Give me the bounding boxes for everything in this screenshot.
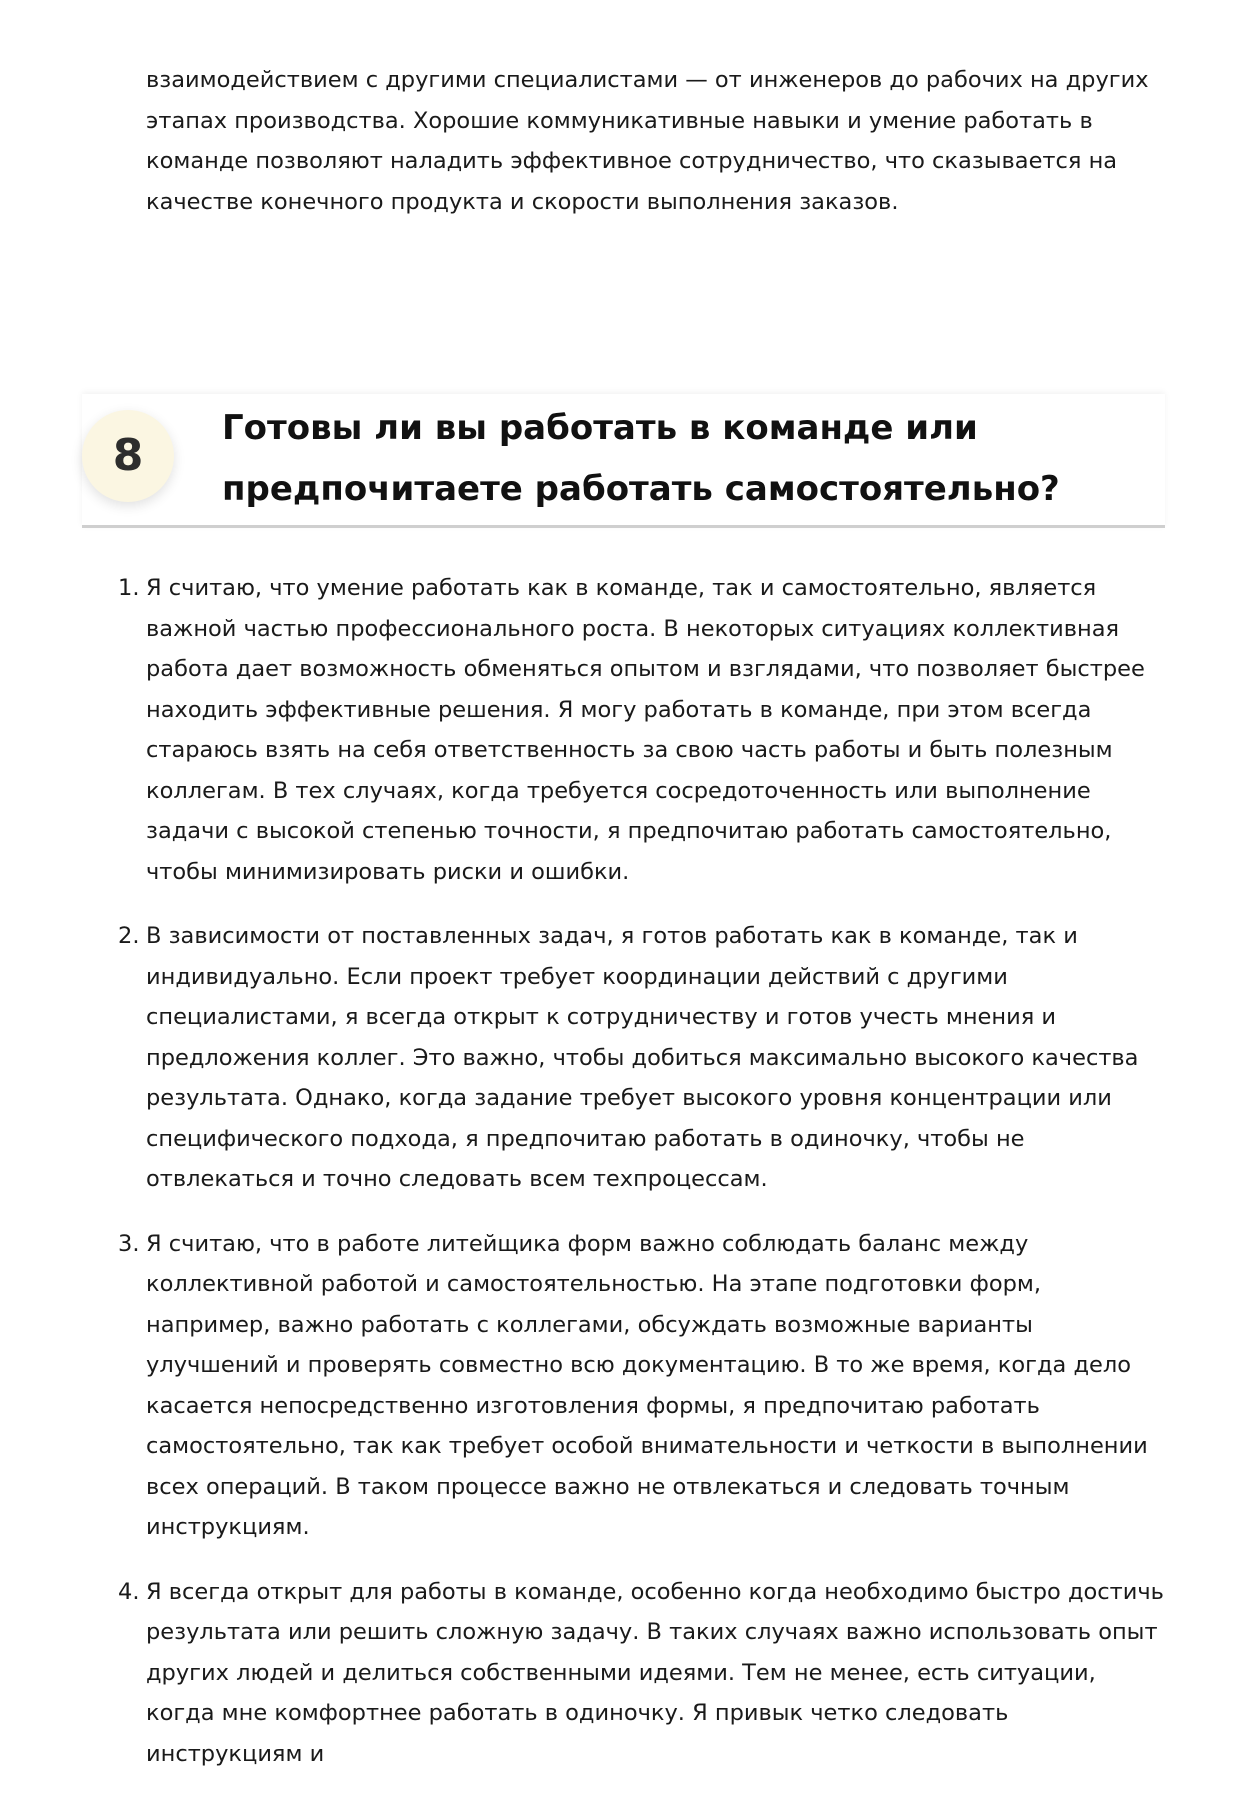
answer-text: Я всегда открыт для работы в команде, особенно когда необходимо быстро достичь результата или решить сложную задачу. В таких случаях важно использовать опыт других людей и делиться собственными идеями. Тем не менее, есть ситуации, когда мне комфортнее работать в одиночку. Я привык четко следовать инструкциям и: [146, 1578, 1164, 1767]
answer-number: 2.: [118, 923, 140, 949]
answer-number: 4.: [118, 1578, 140, 1605]
answer-number: 3.: [118, 1230, 140, 1257]
question-title-line-2: предпочитаете работать самостоятельно?: [222, 469, 1060, 509]
question-title: [222, 398, 1152, 520]
question-header: [82, 394, 1165, 528]
answer-text: Я считаю, что в работе литейщика форм важно соблюдать баланс между коллективной работой и самостоятельностью. На этапе подготовки форм, например, важно работать с коллегами, обсуждать возможные варианты улучшений и проверять совместно всю документацию. В то же время, когда дело касается непосредственно изготовления формы, я предпочитаю работать самостоятельно, так как требует особой внимательности и четкости в выполнении всех операций. В таком процессе важно не отвлекаться и следовать точным инструкциям.: [146, 1230, 1148, 1540]
answer-item: [118, 1572, 1166, 1775]
answer-item: [118, 916, 1166, 1200]
intro-paragraph: взаимодействием с другими специалистами — от инженеров до рабочих на других этапах производства. Хорошие коммуникативные навыки и умение работать в команде позволяют наладить эффективное сотрудничество, что сказывается на качестве конечного продукта и скорости выполнения заказов.: [146, 67, 1149, 215]
question-number-badge: 8: [82, 410, 174, 502]
answer-text: Я считаю, что умение работать как в команде, так и самостоятельно, является важной частью профессионального роста. В некоторых ситуациях коллективная работа дает возможность обменяться опытом и взглядами, что позволяет быстрее находить эффективные решения. Я могу работать в команде, при этом всегда стараюсь взять на себя ответственность за свою часть работы и быть полезным коллегам. В тех случаях, когда требуется сосредоточенность или выполнение задачи с высокой степенью точности, я предпочитаю работать самостоятельно, чтобы минимизировать риски и ошибки.: [146, 575, 1145, 885]
answer-item: [118, 1224, 1166, 1548]
answer-item: [118, 568, 1166, 892]
answer-number: 1.: [118, 575, 140, 601]
question-title-line-1: Готовы ли вы работать в команде или: [222, 408, 978, 448]
answer-text: В зависимости от поставленных задач, я готов работать как в команде, так и индивидуально. Если проект требует координации действий с другими специалистами, я всегда открыт к сотрудничеству и готов учесть мнения и предложения коллег. Это важно, чтобы добиться максимально высокого качества результата. Однако, когда задание требует высокого уровня концентрации или специфического подхода, я предпочитаю работать в одиночку, чтобы не отвлекаться и точно следовать всем техпроцессам.: [146, 923, 1139, 1192]
answer-list: [118, 568, 1166, 1798]
